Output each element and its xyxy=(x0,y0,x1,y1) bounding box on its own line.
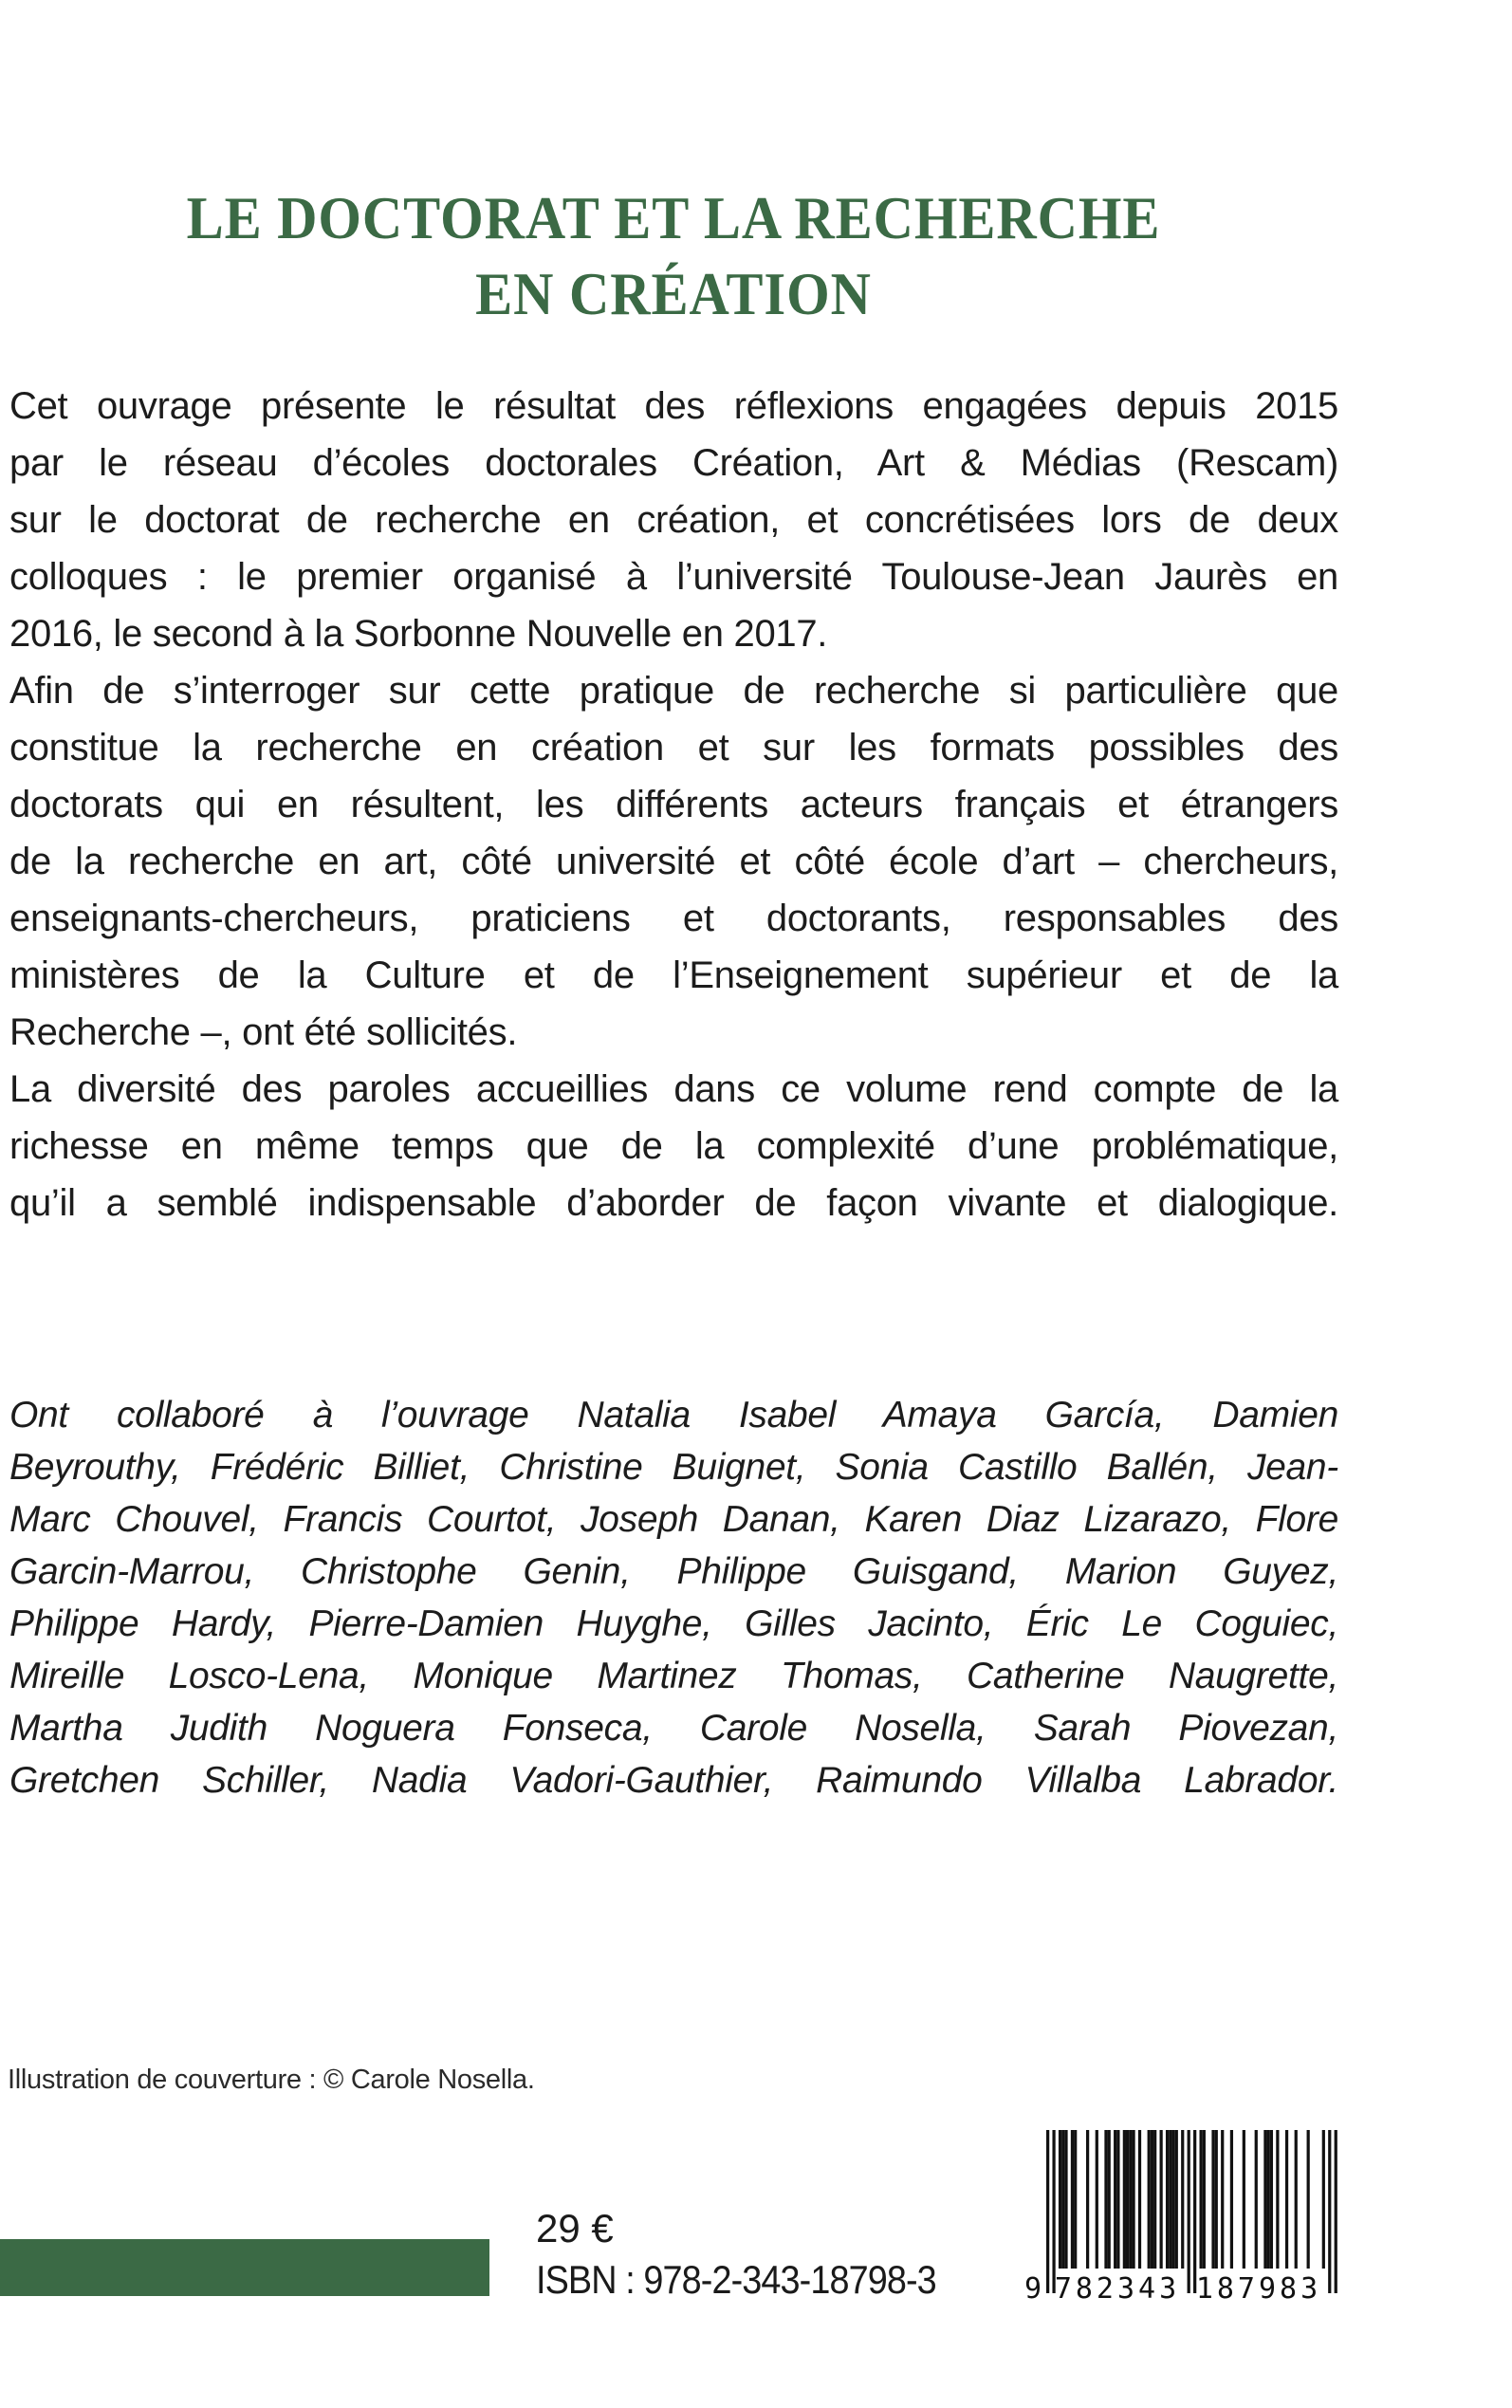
book-description xyxy=(9,378,1338,1232)
barcode-bar xyxy=(1215,2130,1218,2269)
description-line: Afin de s’interroger sur cette pratique de recherche si particulière que xyxy=(9,670,1338,712)
barcode-bar xyxy=(1086,2130,1089,2269)
barcode-bar xyxy=(1123,2130,1126,2269)
barcode-bar xyxy=(1181,2130,1184,2269)
barcode-bar xyxy=(1171,2130,1174,2269)
description-line: Cet ouvrage présente le résultat des réflexions engagées depuis 2015 xyxy=(9,385,1338,427)
barcode-bar xyxy=(1160,2130,1163,2269)
description-line: colloques : le premier organisé à l’université Toulouse-Jean Jaurès en xyxy=(9,556,1338,598)
barcode-right-digits: 187983 xyxy=(1195,2272,1322,2306)
description-line: sur le doctorat de recherche en création, et concrétisées lors de deux xyxy=(9,499,1338,541)
description-line: enseignants-chercheurs, praticiens et doctorants, responsables des xyxy=(9,898,1338,939)
description-line: Recherche –, ont été sollicités. xyxy=(9,1011,518,1053)
description-line: constitue la recherche en création et sur les formats possibles des xyxy=(9,727,1338,769)
barcode-bar xyxy=(1132,2130,1134,2269)
barcode-bar xyxy=(1322,2130,1325,2269)
barcode-guard-bar xyxy=(1188,2130,1190,2293)
collaborators-line: Beyrouthy, Frédéric Billiet, Christine Buignet, Sonia Castillo Ballén, Jean- xyxy=(9,1447,1338,1488)
barcode-bar xyxy=(1108,2130,1111,2269)
barcode-bar xyxy=(1270,2130,1273,2269)
barcode-bar xyxy=(1230,2130,1233,2269)
barcode-bar xyxy=(1116,2130,1119,2269)
barcode-bar xyxy=(1151,2130,1153,2269)
description-line: qu’il a semblé indispensable d’aborder de façon vivante et dialogique. xyxy=(9,1182,1338,1224)
barcode-bar xyxy=(1169,2130,1171,2269)
barcode-first-digit: 9 xyxy=(1024,2272,1042,2306)
barcode-bar xyxy=(1267,2130,1270,2269)
green-accent-bar xyxy=(0,2239,489,2296)
collaborators-line: Marc Chouvel, Francis Courtot, Joseph Danan, Karen Diaz Lizarazo, Flore xyxy=(9,1499,1338,1540)
barcode-bar xyxy=(1285,2130,1288,2269)
barcode-bar xyxy=(1276,2130,1279,2269)
barcode-bar xyxy=(1064,2130,1067,2269)
barcode-guard-bar xyxy=(1335,2130,1337,2293)
barcode-bar xyxy=(1071,2130,1074,2269)
barcode-bar xyxy=(1096,2130,1098,2269)
barcode-bar xyxy=(1307,2130,1310,2269)
barcode-bar xyxy=(1059,2130,1061,2269)
barcode-bar xyxy=(1243,2130,1245,2269)
barcode-bar xyxy=(1074,2130,1077,2269)
barcode-bar xyxy=(1221,2130,1224,2269)
book-title-line-2: EN CRÉATION xyxy=(475,261,872,328)
description-line: 2016, le second à la Sorbonne Nouvelle en 2017. xyxy=(9,613,828,655)
book-title-line-1: LE DOCTORAT ET LA RECHERCHE xyxy=(186,185,1161,252)
barcode-bar xyxy=(1138,2130,1141,2269)
barcode-bar xyxy=(1104,2130,1107,2269)
barcode-bar xyxy=(1295,2130,1298,2269)
barcode-bar xyxy=(1263,2130,1266,2269)
collaborators-line: Philippe Hardy, Pierre-Damien Huyghe, Gilles Jacinto, Éric Le Coguiec, xyxy=(9,1603,1338,1644)
barcode-bar xyxy=(1200,2130,1203,2269)
barcode-guard-bar xyxy=(1193,2130,1196,2293)
collaborators-line: Garcin-Marrou, Christophe Genin, Philippe Guisgand, Marion Guyez, xyxy=(9,1551,1338,1592)
description-line: par le réseau d’écoles doctorales Création, Art & Médias (Rescam) xyxy=(9,442,1338,484)
description-line: La diversité des paroles accueillies dans ce volume rend compte de la xyxy=(9,1068,1338,1110)
price: 29 € xyxy=(536,2206,614,2251)
barcode-bar xyxy=(1255,2130,1258,2269)
barcode-graphic xyxy=(1015,2125,1347,2306)
barcode-bar xyxy=(1175,2130,1178,2269)
description-line: doctorats qui en résultent, les différents acteurs français et étrangers xyxy=(9,784,1338,825)
collaborators-line: Martha Judith Noguera Fonseca, Carole Nosella, Sarah Piovezan, xyxy=(9,1708,1338,1749)
barcode-bar xyxy=(1166,2130,1169,2269)
ean13-barcode xyxy=(1015,2125,1347,2306)
barcode-bar xyxy=(1061,2130,1064,2269)
barcode-guard-bar xyxy=(1328,2130,1331,2293)
cover-illustration-credit: Illustration de couverture : © Carole Nosella. xyxy=(8,2065,535,2095)
barcode-left-digits: 782343 xyxy=(1054,2272,1181,2306)
description-line: ministères de la Culture et de l’Enseignement supérieur et de la xyxy=(9,954,1338,996)
barcode-guard-bar xyxy=(1052,2130,1055,2293)
isbn: ISBN : 978-2-343-18798-3 xyxy=(536,2257,936,2302)
barcode-bar xyxy=(1148,2130,1151,2269)
barcode-bar xyxy=(1203,2130,1206,2269)
barcode-bars xyxy=(1046,2130,1337,2293)
collaborators-list xyxy=(9,1389,1338,1806)
collaborators-line: Ont collaboré à l’ouvrage Natalia Isabel Amaya García, Damien xyxy=(9,1395,1338,1436)
barcode-bar xyxy=(1114,2130,1116,2269)
barcode-bar xyxy=(1153,2130,1156,2269)
description-line: de la recherche en art, côté université et côté école d’art – chercheurs, xyxy=(9,841,1338,882)
barcode-bar xyxy=(1126,2130,1129,2269)
barcode-guard-bar xyxy=(1046,2130,1049,2293)
barcode-bar xyxy=(1129,2130,1132,2269)
barcode-bar xyxy=(1211,2130,1214,2269)
description-line: richesse en même temps que de la complexité d’une problématique, xyxy=(9,1125,1338,1167)
collaborators-line: Mireille Losco-Lena, Monique Martinez Thomas, Catherine Naugrette, xyxy=(9,1656,1338,1696)
collaborators-line: Gretchen Schiller, Nadia Vadori-Gauthier, Raimundo Villalba Labrador. xyxy=(9,1760,1338,1801)
